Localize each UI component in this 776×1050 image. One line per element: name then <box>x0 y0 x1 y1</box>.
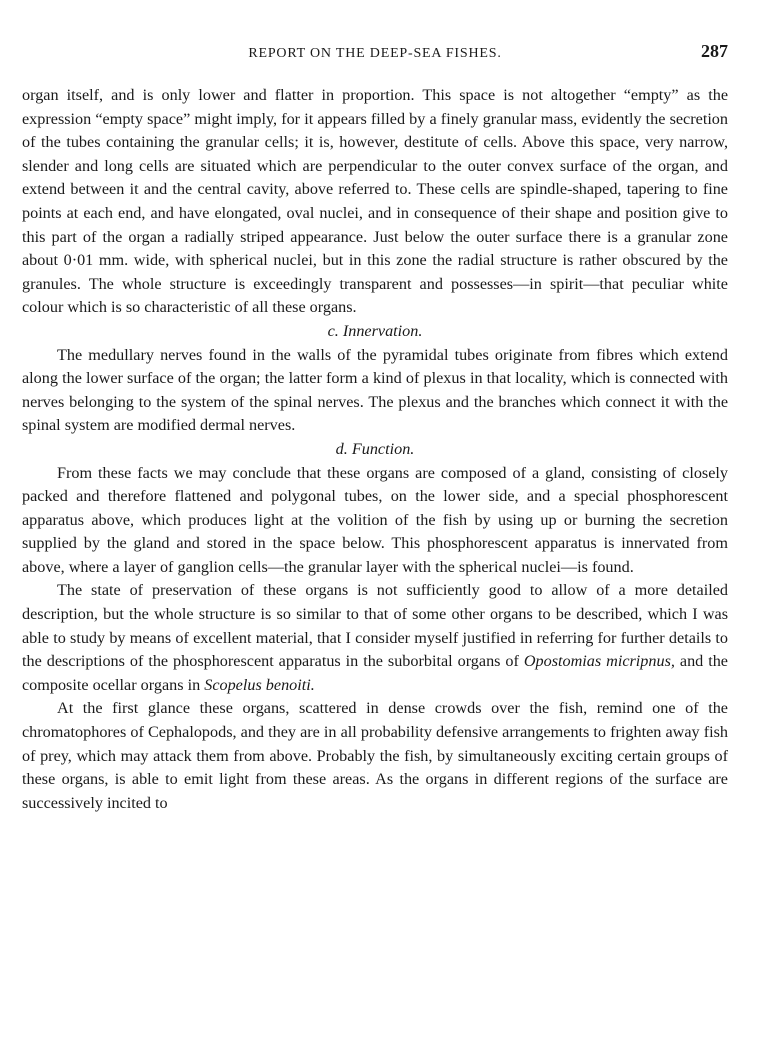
running-header <box>22 40 728 64</box>
section-heading-function: d. Function. <box>335 439 415 458</box>
paragraph-preservation <box>22 579 728 697</box>
section-heading-innervation: c. Innervation. <box>327 321 423 340</box>
page <box>22 40 728 815</box>
paragraph-preservation-text-a: The state of preservation of these organs is not sufficiently good to allow of a more detailed description, but the whole structure is so similar to that of some other organs to be described, which I was able to study by means of excellent material, that I consider myself justified in referring for further details to the descriptions of the phosphorescent apparatus in the suborbital organs of <box>22 581 728 671</box>
species-name-opostomias: Opostomias micripnus, <box>523 652 675 671</box>
paragraph-innervation: The medullary nerves found in the walls of the pyramidal tubes originate from fibres which extend along the lower surface of the organ; the latter form a kind of plexus in that locality, which is connected with nerves belonging to the system of the spinal nerves. The plexus and the branches which connect it with the spinal system are modified dermal nerves. <box>22 345 728 435</box>
page-number: 287 <box>701 41 728 61</box>
species-name-scopelus: Scopelus benoiti. <box>204 675 315 694</box>
paragraph-first-glance: At the first glance these organs, scattered in dense crowds over the fish, remind one of the chromatophores of Cephalopods, and they are in all probability defensive arrangements to frighten away fish of prey, which may attack them from above. Probably the fish, by simultaneously exciting certain groups of these organs, is able to emit light from these areas. As the organs in different regions of the surface are successively incited to <box>22 699 728 812</box>
paragraph-preservation-text-b: and the composite ocellar organs in <box>22 652 728 694</box>
paragraph-continued: organ itself, and is only lower and flatter in proportion. This space is not altogether “empty” as the expression “empty space” might imply, for it appears filled by a finely granular mass, evidently the secretion of the tubes containing the granular cells; it is, however, destitute of cells. Above this space, very narrow, slender and long cells are situated which are perpendicular to the outer convex surface of the organ, and extend between it and the central cavity, above referred to. These cells are spindle-shaped, tapering to fine points at each end, and have elongated, oval nuclei, and in consequence of their shape and position give to this part of the organ a radially striped appearance. Just below the outer surface there is a granular zone about 0·01 mm. wide, with spherical nuclei, but in this zone the radial structure is rather obscured by the granules. The whole structure is exceedingly transparent and possesses—in spirit—that peculiar white colour which is so characteristic of all these organs. <box>22 86 728 317</box>
running-title: REPORT ON THE DEEP-SEA FISHES. <box>248 46 502 61</box>
paragraph-function-conclusion: From these facts we may conclude that these organs are composed of a gland, consisting of closely packed and therefore flattened and polygonal tubes, on the lower side, and a special phosphorescent apparatus above, which produces light at the volition of the fish by using up or burning the secretion supplied by the gland and stored in the space below. This phosphorescent apparatus is innervated from above, where a layer of ganglion cells—the granular layer with the spherical nuclei—is found. <box>22 463 728 576</box>
body-text <box>22 84 728 815</box>
